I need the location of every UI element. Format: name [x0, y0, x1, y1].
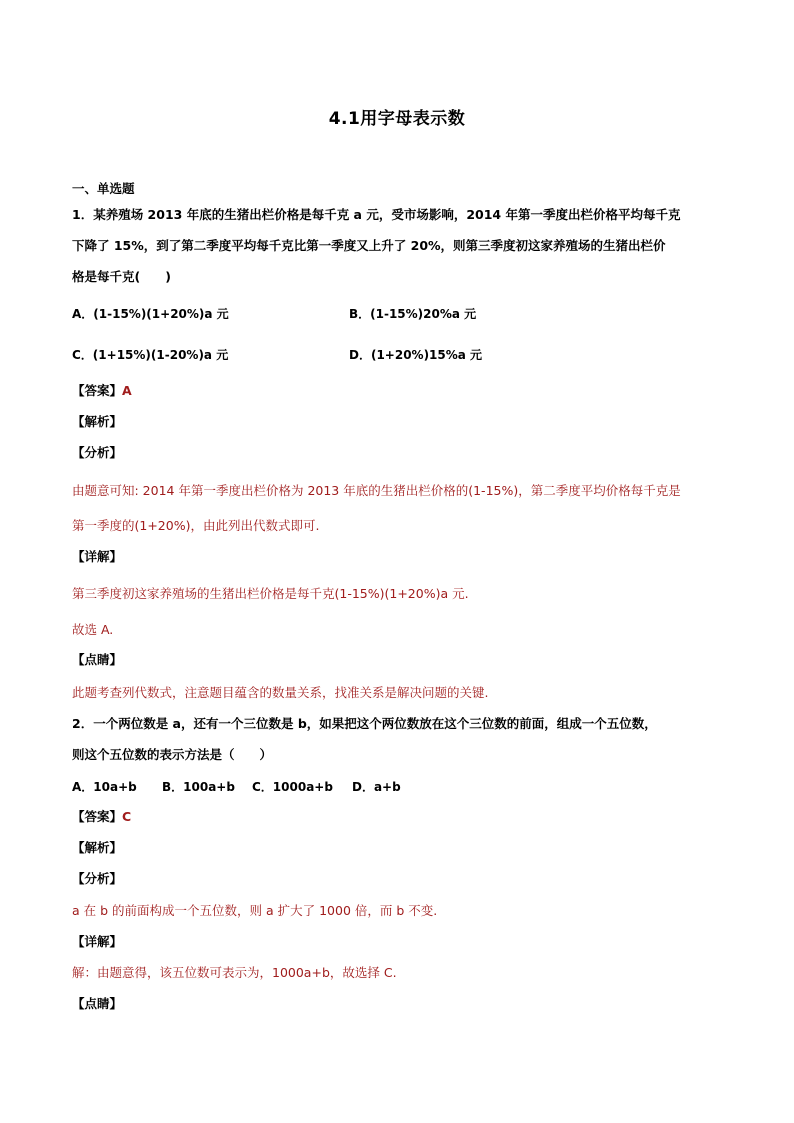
q1-dianjing-label: 【点睛】: [72, 652, 123, 667]
q1-option-d: D．(1+20%)15%a 元: [349, 348, 483, 362]
q2-answer: [72, 808, 732, 826]
q2-fenxi-line-1: a 在 b 的前面构成一个五位数，则 a 扩大了 1000 倍，而 b 不变.: [72, 903, 438, 918]
q2-jiexi-label: 【解析】: [72, 840, 123, 855]
page-title: 4.1用字母表示数: [328, 109, 466, 129]
q2-fenxi-label: 【分析】: [72, 871, 123, 886]
q1-jiexi-label: 【解析】: [72, 414, 123, 429]
q2-stem-line-1: 2．一个两位数是 a，还有一个三位数是 b，如果把这个两位数放在这个三位数的前面，组成一个五位数，: [72, 716, 657, 731]
q1-xiangjie-line-1: 第三季度初这家养殖场的生猪出栏价格是每千克(1-15%)(1+20%)a 元.: [72, 586, 469, 601]
q1-answer-label: 【答案】: [72, 383, 123, 398]
q2-dianjing-label: 【点睛】: [72, 996, 123, 1011]
q1-option-b: B．(1-15%)20%a 元: [349, 307, 477, 321]
q2-option-a: A．10a+b: [72, 780, 137, 794]
q1-fenxi-line-2: 第一季度的(1+20%)，由此列出代数式即可.: [72, 518, 320, 533]
q1-xiangjie-label: 【详解】: [72, 549, 123, 564]
q1-stem-line-2: 下降了 15%，到了第二季度平均每千克比第一季度又上升了 20%，则第三季度初这家养殖场的生猪出栏价: [72, 238, 666, 253]
q1-stem-line-1: 1．某养殖场 2013 年底的生猪出栏价格是每千克 a 元，受市场影响，2014 年第一季度出栏价格平均每千克: [72, 207, 681, 222]
q2-option-d: D．a+b: [352, 780, 401, 794]
q2-answer-value: C: [122, 809, 132, 824]
q2-stem-line-2: 则这个五位数的表示方法是（ ）: [72, 747, 273, 762]
section-heading: 一、单选题: [72, 181, 135, 196]
q1-option-c: C．(1+15%)(1-20%)a 元: [72, 348, 229, 362]
q2-answer-label: 【答案】: [72, 809, 123, 824]
q1-fenxi-line-1: 由题意可知: 2014 年第一季度出栏价格为 2013 年底的生猪出栏价格的(1-15%)，第二季度平均价格每千克是: [72, 483, 681, 498]
q2-option-c: C．1000a+b: [252, 780, 333, 794]
q1-option-a: A．(1-15%)(1+20%)a 元: [72, 307, 229, 321]
q2-xiangjie-line-1: 解：由题意得，该五位数可表示为，1000a+b，故选择 C.: [72, 965, 397, 980]
q1-fenxi-label: 【分析】: [72, 445, 123, 460]
q1-answer-value: A: [122, 383, 132, 398]
q1-xiangjie-line-2: 故选 A.: [72, 622, 114, 637]
q2-option-b: B．100a+b: [162, 780, 235, 794]
q1-stem-line-3: 格是每千克( ): [72, 269, 171, 284]
q2-xiangjie-label: 【详解】: [72, 934, 123, 949]
q1-dianjing-line-1: 此题考查列代数式，注意题目蕴含的数量关系，找准关系是解决问题的关键.: [72, 685, 489, 700]
q1-answer: [72, 382, 732, 400]
